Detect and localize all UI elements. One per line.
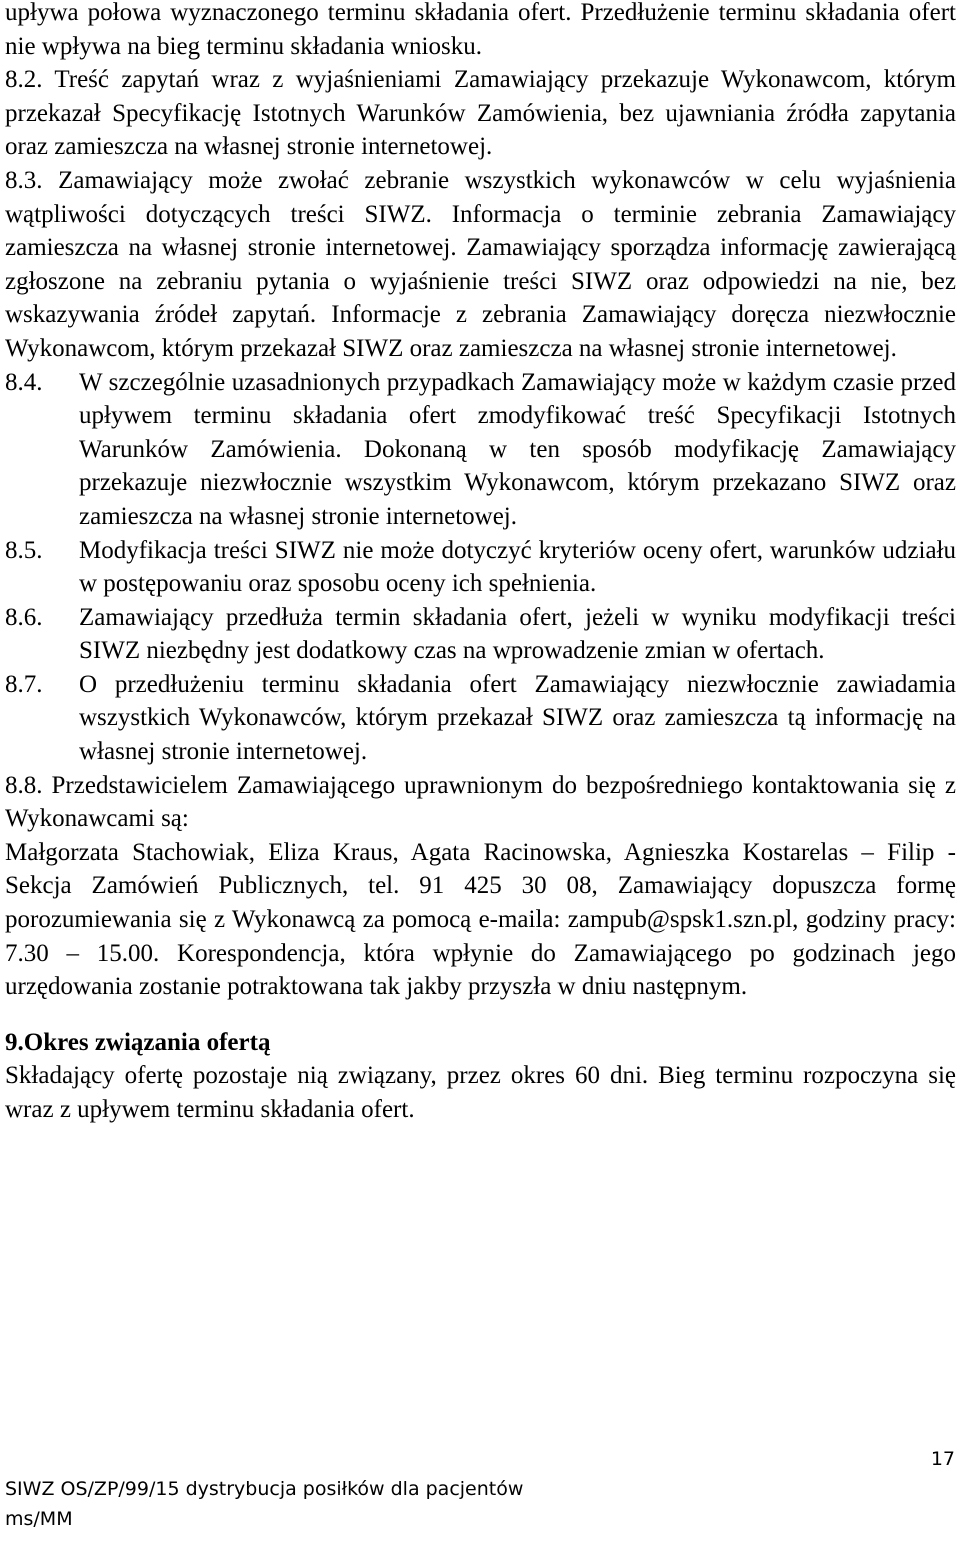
numbered-item-8-5 — [5, 534, 956, 601]
continuation-paragraph: upływa połowa wyznaczonego terminu składania ofert. Przedłużenie terminu składania ofert nie wpływa na bieg terminu składania wniosku. — [5, 0, 956, 60]
section-9-text: Składający ofertę pozostaje nią związany, przez okres 60 dni. Bieg terminu rozpoczyna się wraz z upływem terminu składania ofert. — [5, 1062, 956, 1123]
numbered-item-8-7 — [5, 668, 956, 769]
footer-reference: SIWZ OS/ZP/99/15 dystrybucja posiłków dla pacjentów — [5, 1478, 524, 1500]
item-number: 8.6. — [5, 603, 43, 631]
section-spacer — [5, 1004, 956, 1026]
section-9-heading: 9.Okres związania ofertą — [5, 1028, 271, 1056]
item-text: W szczególnie uzasadnionych przypadkach Zamawiający może w każdym czasie przed upływem terminu składania ofert zmodyfikować treść Specyfikacji Istotnych Warunków Zamówienia. Dokonaną w ten sposób modyfikację Zamawiający przekazuje niezwłocznie wszystkim Wykonawcom, którym przekazano SIWZ oraz zamieszcza na własnej stronie internetowej. — [79, 368, 956, 530]
page-number: 17 — [930, 1448, 955, 1470]
item-number: 8.5. — [5, 536, 43, 564]
document-page — [5, 0, 956, 1127]
item-number: 8.4. — [5, 368, 43, 396]
item-text: Modyfikacja treści SIWZ nie może dotyczyć kryteriów oceny ofert, warunków udziału w postępowaniu oraz sposobu oceny ich spełnienia. — [79, 536, 956, 598]
paragraph-8-8: 8.8. Przedstawicielem Zamawiającego uprawnionym do bezpośredniego kontaktowania się z Wykonawcami są: — [5, 771, 956, 833]
item-number: 8.7. — [5, 670, 43, 698]
paragraph-8-2: 8.2. Treść zapytań wraz z wyjaśnieniami Zamawiający przekazuje Wykonawcom, którym przekazał Specyfikację Istotnych Warunków Zamówienia, bez ujawniania źródła zapytania oraz zamieszcza na własnej stronie internetowej. — [5, 66, 956, 161]
numbered-item-8-4 — [5, 366, 956, 534]
item-text: O przedłużeniu terminu składania ofert Zamawiający niezwłocznie zawiadamia wszystkich Wykonawców, którym przekazał SIWZ oraz zamieszcza tą informację na własnej stronie internetowej. — [79, 670, 956, 766]
page-footer — [5, 1474, 523, 1534]
contacts-paragraph: Małgorzata Stachowiak, Eliza Kraus, Agata Racinowska, Agnieszka Kostarelas – Filip - Sekcja Zamówień Publicznych, tel. 91 425 30 08, Zamawiający dopuszcza formę porozumiewania się z Wykonawcą za pomocą e-maila: zampub@spsk1.szn.pl, godziny pracy: 7.30 – 15.00. Korespondencja, która wpłynie do Zamawiającego po godzinach jego urzędowania zostanie potraktowana tak jakby przyszła w dniu następnym. — [5, 838, 956, 1001]
paragraph-8-3: 8.3. Zamawiający może zwołać zebranie wszystkich wykonawców w celu wyjaśnienia wątpliwości dotyczących treści SIWZ. Informacja o terminie zebrania Zamawiający zamieszcza na własnej stronie internetowej. Zamawiający sporządza informację zawierającą zgłoszone na zebraniu pytania o wyjaśnienie treści SIWZ oraz odpowiedzi na nie, bez wskazywania źródeł zapytań. Informacje z zebrania Zamawiający doręcza niezwłocznie Wykonawcom, którym przekazał SIWZ oraz zamieszcza na własnej stronie internetowej. — [5, 166, 956, 362]
item-text: Zamawiający przedłuża termin składania ofert, jeżeli w wyniku modyfikacji treści SIWZ niezbędny jest dodatkowy czas na wprowadzenie zmian w ofertach. — [79, 603, 956, 665]
footer-initials: ms/MM — [5, 1508, 73, 1530]
numbered-item-8-6 — [5, 601, 956, 668]
